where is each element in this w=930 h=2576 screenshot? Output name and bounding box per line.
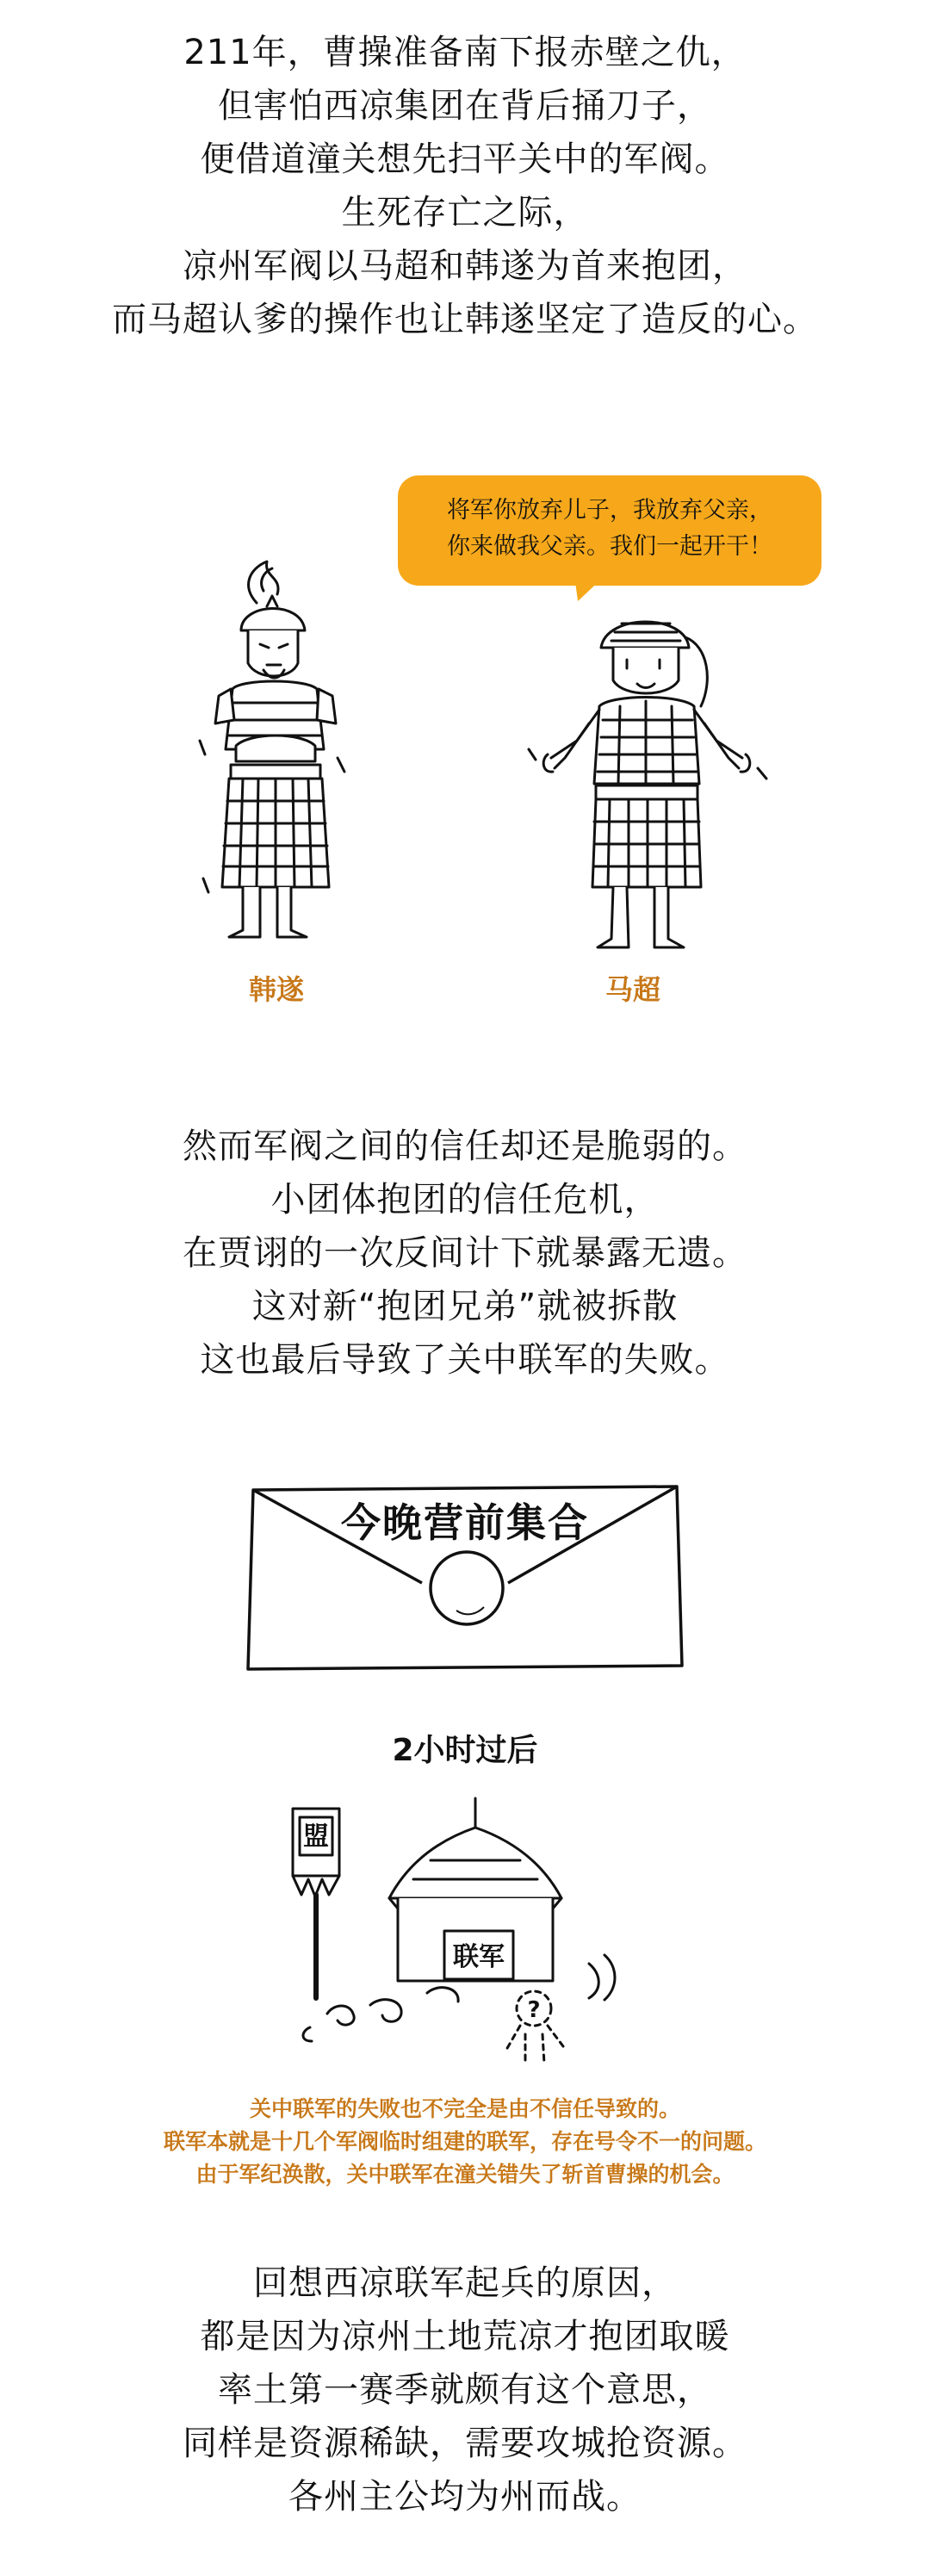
speech-line: 将军你放弃儿子，我放弃父亲， (447, 497, 772, 524)
footnote-line: 关中联军的失败也不完全是由不信任导致的。 (249, 2096, 680, 2121)
footnote (0, 2093, 930, 2191)
question-mark: ? (527, 1997, 541, 2023)
text-line: 各州主公均为州而战。 (288, 2477, 642, 2517)
text-line: 凉州军阀以马超和韩遂为首来抱团， (183, 246, 747, 286)
text-line: 都是因为凉州土地荒凉才抱团取暖 (200, 2317, 730, 2356)
character-name-han-sui: 韩遂 (248, 973, 304, 1006)
abandoned-camp-illustration (276, 1783, 654, 2067)
text-line: 这对新“抱团兄弟”就被拆散 (251, 1287, 679, 1326)
text-line: 然而军阀之间的信任却还是脆弱的。 (183, 1127, 747, 1166)
text-line: 这也最后导致了关中联军的失败。 (200, 1340, 730, 1380)
time-label: 2小时过后 (392, 1733, 538, 1768)
text-line: 但害怕西凉集团在背后捅刀子， (218, 86, 712, 126)
han-sui-illustration (181, 551, 370, 956)
text-line: 211年，曹操准备南下报赤壁之仇， (183, 33, 747, 72)
footnote-line: 由于军纪涣散，关中联军在潼关错失了斩首曹操的机会。 (195, 2162, 735, 2187)
text-line: 而马超认爹的操作也让韩遂坚定了造反的心。 (112, 300, 818, 339)
footnote-line: 联军本就是十几个军阀临时组建的联军，存在号令不一的问题。 (163, 2129, 766, 2154)
speech-line: 你来做我父亲。我们一起开干！ (447, 533, 772, 560)
envelope-title: 今晚营前集合 (341, 1499, 589, 1546)
text-line: 在贾诩的一次反间计下就暴露无遗。 (183, 1233, 747, 1273)
text-line: 同样是资源稀缺，需要攻城抢资源。 (183, 2424, 747, 2463)
middle-paragraph (0, 1120, 930, 1387)
text-line: 回想西凉联军起兵的原因， (253, 2263, 677, 2303)
text-line: 生死存亡之际， (341, 193, 589, 233)
text-line: 率土第一赛季就颇有这个意思， (218, 2370, 712, 2410)
intro-paragraph (0, 26, 930, 346)
character-name-ma-chao: 马超 (604, 973, 660, 1006)
banner-character: 盟 (303, 1822, 329, 1852)
closing-paragraph (0, 2256, 930, 2523)
text-line: 小团体抱团的信任危机， (270, 1180, 660, 1220)
ma-chao-illustration (517, 568, 775, 965)
text-line: 便借道潼关想先扫平关中的军阀。 (200, 140, 730, 179)
tent-label: 联军 (453, 1942, 505, 1972)
